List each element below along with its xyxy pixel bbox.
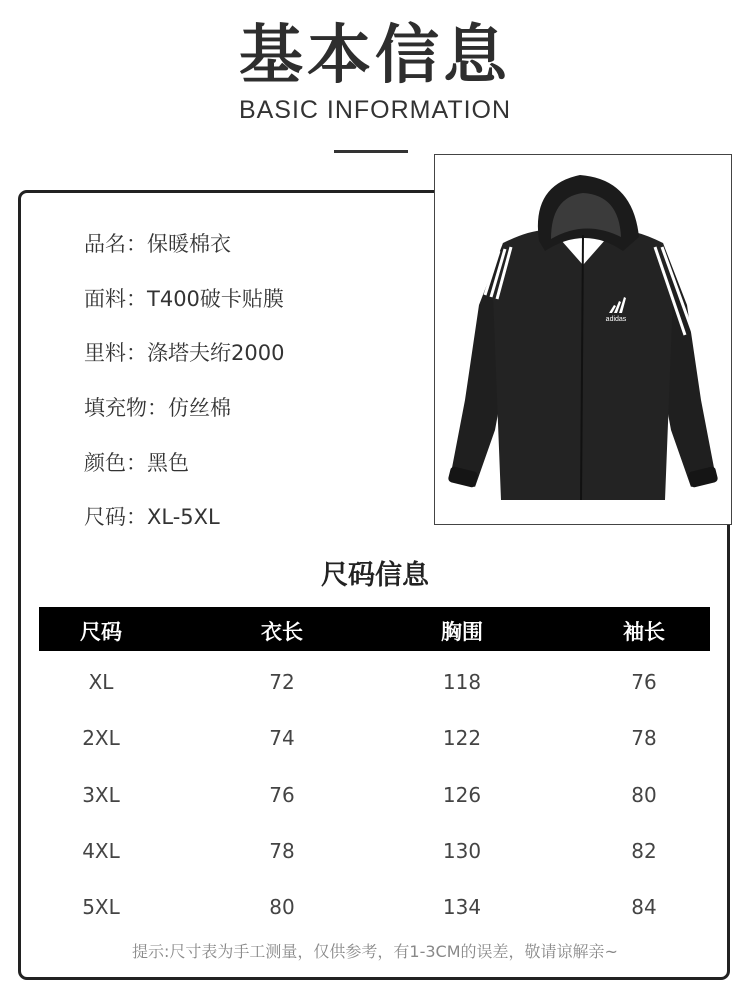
table-cell: 134 xyxy=(442,895,482,919)
table-cell: 84 xyxy=(631,895,657,919)
column-header-size: 尺码 xyxy=(80,620,122,644)
product-photo xyxy=(434,154,732,525)
size-table-title: 尺码信息 xyxy=(321,560,429,591)
attribute-value: 黑色 xyxy=(147,451,189,475)
table-cell: 126 xyxy=(442,783,482,807)
attribute-row xyxy=(84,228,231,258)
table-cell: 72 xyxy=(269,670,295,694)
table-cell: 76 xyxy=(631,670,657,694)
size-table-header xyxy=(39,607,710,651)
attribute-row xyxy=(84,283,284,313)
column-header-sleeve: 袖长 xyxy=(623,620,665,644)
page-subtitle: BASIC INFORMATION xyxy=(238,96,512,124)
attribute-value: T400破卡贴膜 xyxy=(147,287,284,311)
title-divider xyxy=(334,150,408,153)
column-header-length: 衣长 xyxy=(261,620,303,644)
table-cell: 78 xyxy=(631,726,657,750)
table-cell: 80 xyxy=(631,783,657,807)
table-cell: 130 xyxy=(442,839,482,863)
attribute-value: XL-5XL xyxy=(147,505,220,529)
table-cell: XL xyxy=(88,670,114,694)
table-cell: 2XL xyxy=(82,726,120,750)
attribute-value: 仿丝棉 xyxy=(168,396,231,420)
attribute-label: 填充物： xyxy=(84,396,168,420)
attribute-label: 颜色： xyxy=(84,451,147,475)
attribute-value: 保暖棉衣 xyxy=(147,232,231,256)
table-cell: 74 xyxy=(269,726,295,750)
attribute-row xyxy=(84,501,220,531)
table-cell: 80 xyxy=(269,895,295,919)
attribute-label: 面料： xyxy=(84,287,147,311)
attribute-row xyxy=(84,337,284,367)
jacket-illustration xyxy=(447,175,718,500)
page-title: 基本信息 xyxy=(239,19,511,93)
table-cell: 4XL xyxy=(82,839,120,863)
table-cell: 118 xyxy=(442,670,482,694)
attribute-row xyxy=(84,392,231,422)
table-cell: 82 xyxy=(631,839,657,863)
column-header-chest: 胸围 xyxy=(441,620,483,644)
attribute-label: 品名： xyxy=(84,232,147,256)
table-cell: 76 xyxy=(269,783,295,807)
attribute-value: 涤塔夫绗2000 xyxy=(147,341,285,365)
table-cell: 3XL xyxy=(82,783,120,807)
table-cell: 78 xyxy=(269,839,295,863)
table-cell: 5XL xyxy=(82,895,120,919)
attribute-label: 里料： xyxy=(84,341,147,365)
brand-logo-text: adidas xyxy=(605,316,627,323)
attribute-label: 尺码： xyxy=(84,505,147,529)
measurement-note: 提示:尺寸表为手工测量，仅供参考，有1-3CM的误差，敬请谅解亲~ xyxy=(132,942,618,961)
table-cell: 122 xyxy=(442,726,482,750)
attribute-row xyxy=(84,447,189,477)
